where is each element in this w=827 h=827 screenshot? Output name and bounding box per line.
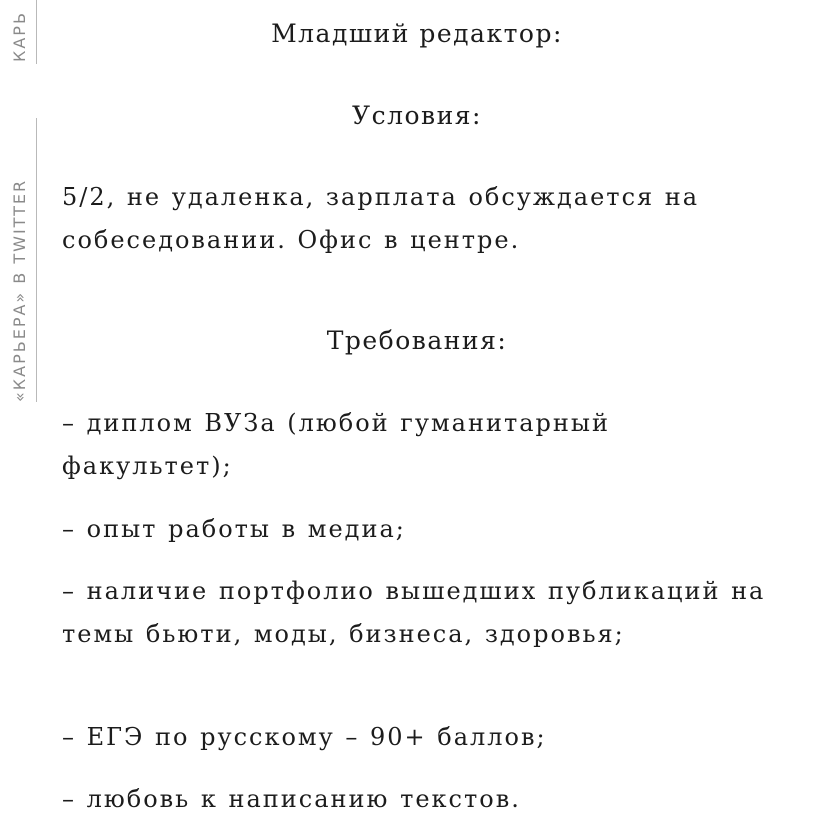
requirements-heading: Требования: bbox=[326, 326, 508, 355]
requirement-item: – опыт работы в медиа; bbox=[62, 515, 406, 543]
conditions-text: 5/2, не удаленка, зарплата обсуждается на собеседовании. Офис в центре. bbox=[62, 183, 700, 254]
conditions-heading: Условия: bbox=[352, 101, 482, 130]
side-rail bbox=[0, 0, 46, 827]
requirement-item: – любовь к написанию текстов. bbox=[62, 785, 521, 813]
post-title: Младший редактор: bbox=[271, 19, 563, 48]
side-divider-bottom bbox=[36, 118, 37, 402]
requirement-item: – ЕГЭ по русскому – 90+ баллов; bbox=[62, 723, 547, 751]
side-divider-top bbox=[36, 0, 37, 64]
side-label-twitter: «КАРЬЕРА» В TWITTER bbox=[10, 178, 29, 402]
requirement-item: – диплом ВУЗа (любой гуманитарный факультет); bbox=[62, 409, 610, 480]
requirement-item: – наличие портфолио вышедших публикаций на темы бьюти, моды, бизнеса, здоровья; bbox=[62, 577, 766, 648]
side-label-top: КАРЬ bbox=[10, 11, 29, 62]
